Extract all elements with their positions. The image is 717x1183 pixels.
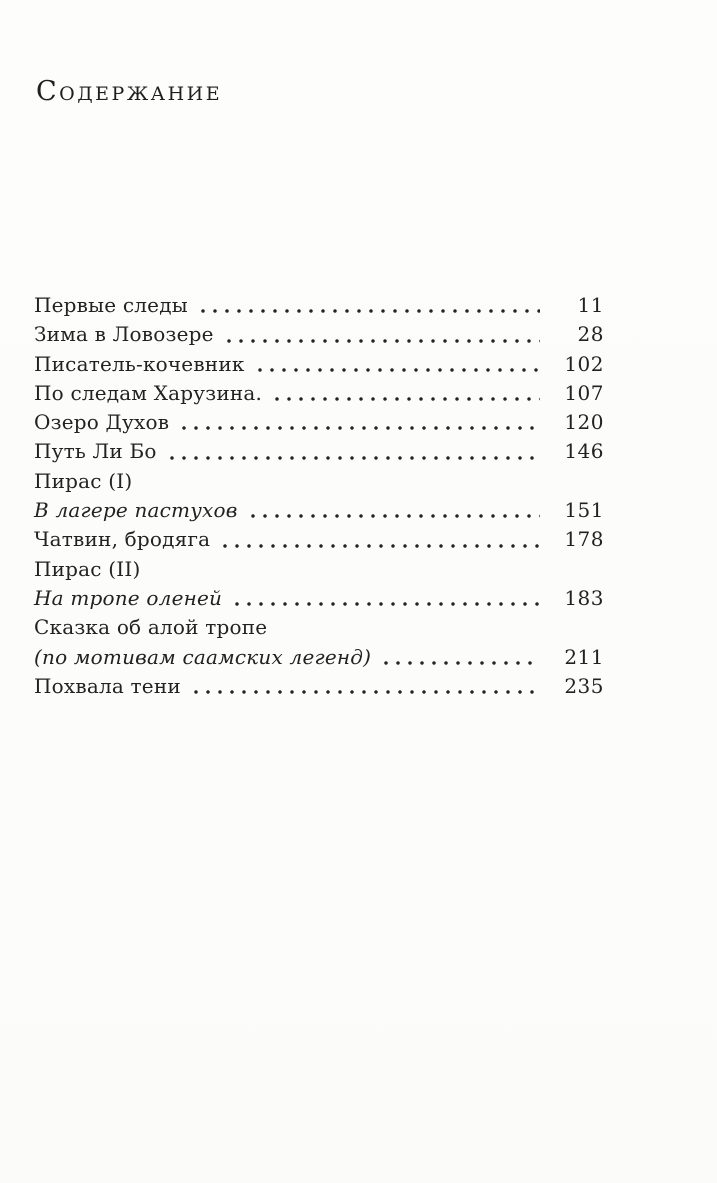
dot-leader xyxy=(229,600,540,608)
toc-line xyxy=(34,496,604,525)
toc-line xyxy=(34,467,604,496)
dot-leader xyxy=(221,337,540,345)
toc-entry-title: Зима в Ловозере xyxy=(34,322,214,347)
toc-entry-subtitle: В лагере пастухов xyxy=(34,498,238,523)
toc-line xyxy=(34,643,604,672)
toc-line xyxy=(34,408,604,437)
toc-page-number: 102 xyxy=(564,351,604,376)
dot-leader xyxy=(269,395,540,403)
dot-leader xyxy=(252,366,540,374)
toc-line xyxy=(34,291,604,320)
dot-leader xyxy=(217,542,540,550)
toc-page-number: 107 xyxy=(564,380,604,405)
page-title: Содержание xyxy=(36,76,223,107)
toc-entry-title: Пирас (II) xyxy=(34,556,141,581)
toc-entry-title: Путь Ли Бо xyxy=(34,439,157,464)
dot-leader xyxy=(378,659,540,667)
toc-line xyxy=(34,584,604,613)
toc-page-number: 211 xyxy=(564,644,604,669)
toc-entry-title: Сказка об алой тропе xyxy=(34,615,268,640)
toc-page-number: 11 xyxy=(577,293,604,317)
toc-line xyxy=(34,379,604,408)
toc-entry-title: Похвала тени xyxy=(34,673,181,698)
toc-list xyxy=(34,291,604,701)
toc-page-number: 120 xyxy=(564,410,604,435)
dot-leader xyxy=(164,454,540,462)
toc-line xyxy=(34,320,604,349)
toc-line xyxy=(34,437,604,466)
toc-entry-title: По следам Харузина. xyxy=(34,380,263,405)
toc-line xyxy=(34,350,604,379)
dot-leader xyxy=(188,688,540,696)
toc-entry-title: Озеро Духов xyxy=(34,410,170,435)
toc-entry-title: Первые следы xyxy=(34,293,188,317)
toc-entry-subtitle: (по мотивам саамских легенд) xyxy=(34,644,372,669)
toc-page-number: 183 xyxy=(564,585,604,610)
toc-page-number: 28 xyxy=(577,322,604,347)
toc-page-number: 235 xyxy=(564,673,604,698)
dot-leader xyxy=(176,424,540,432)
toc-line xyxy=(34,613,604,642)
dot-leader xyxy=(195,307,540,315)
toc-entry-subtitle: На тропе оленей xyxy=(34,585,223,610)
toc-page-number: 146 xyxy=(564,439,604,464)
toc-page-number: 178 xyxy=(564,527,604,552)
toc-line xyxy=(34,525,604,554)
toc-line xyxy=(34,672,604,701)
toc-entry-title: Писатель-кочевник xyxy=(34,351,245,376)
toc-page-number: 151 xyxy=(564,498,604,523)
toc-entry-title: Пирас (I) xyxy=(34,468,133,493)
dot-leader xyxy=(245,512,540,520)
toc-entry-title: Чатвин, бродяга xyxy=(34,527,211,552)
toc-line xyxy=(34,555,604,584)
